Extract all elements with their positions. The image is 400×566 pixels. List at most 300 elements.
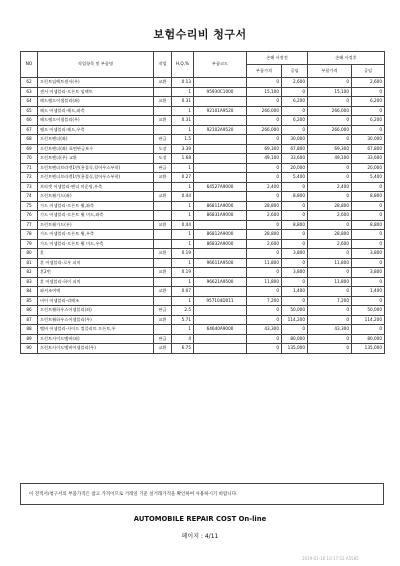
row-work: 교환 [154,287,172,297]
row-after-labor: 0 [352,277,385,287]
row-item: 브라켓 어셈블리-펜더 마운팅,우측 [38,182,154,192]
row-after-part-price: 49,100 [308,154,352,164]
row-work: 교환 [154,268,172,278]
table-row [21,220,385,230]
table-row [21,201,385,211]
row-no: 79 [21,239,38,249]
row-after-part-price: 7,200 [308,296,352,306]
row-no: 83 [21,277,38,287]
row-before-part-price: 2,600 [247,211,282,221]
row-before-labor: 8,800 [282,192,308,202]
row-before-labor: 0 [282,125,308,135]
repair-cost-table [20,51,385,354]
table-row [21,268,385,278]
row-work: 교환 [154,78,172,88]
row-qty: 0.27 [172,173,194,183]
row-code [194,154,247,164]
row-before-labor: 20,000 [282,163,308,173]
row-before-labor: 0 [282,239,308,249]
row-after-part-price: 0 [308,306,352,316]
row-before-part-price: 49,100 [247,154,282,164]
table-row [21,306,385,316]
row-before-part-price: 7,200 [247,296,282,306]
row-no: 70 [21,154,38,164]
row-no: 66 [21,116,38,126]
row-before-labor: 0 [282,211,308,221]
row-code: 64527A9000 [194,182,247,192]
row-no: 77 [21,220,38,230]
row-work: 판금 [154,163,172,173]
row-qty: 1 [172,258,194,268]
row-qty: 0.19 [172,249,194,259]
row-work: 판금 [154,334,172,344]
row-work: 교환 [154,173,172,183]
row-work [154,325,172,335]
row-after-part-price: 266,000 [308,106,352,116]
row-qty: 1 [172,277,194,287]
row-work [154,239,172,249]
row-code [194,268,247,278]
row-after-labor: 0 [352,125,385,135]
row-item: 센서 어셈블리-프론트 임팩트 [38,87,154,97]
row-work: 판금 [154,135,172,145]
row-after-part-price: 28,800 [308,201,352,211]
row-code: 86831A9000 [194,211,247,221]
row-before-labor: 0 [282,258,308,268]
row-item: 프런트사이드멤버어셈블리(우) [38,344,154,354]
row-work [154,125,172,135]
row-no: 72 [21,173,38,183]
row-before-part-price: 2,600 [247,239,282,249]
row-code [194,287,247,297]
row-before-part-price: 0 [247,249,282,259]
row-after-labor: 114,200 [352,315,385,325]
table-row [21,78,385,88]
row-no: 63 [21,87,38,97]
row-after-part-price: 0 [308,220,352,230]
table-row [21,315,385,325]
row-item: 프런트펜더(좌) 표면판금보수 [38,144,154,154]
row-work [154,182,172,192]
row-item: 프런트휠가드(우) [38,220,154,230]
row-qty: 0.07 [172,287,194,297]
row-item: 헤드램프어셈블리(우) [38,116,154,126]
row-before-part-price: 2,400 [247,182,282,192]
table-row [21,192,385,202]
row-item: 가드 어셈블리-프론트 휠,우측 [38,230,154,240]
row-before-part-price: 69,300 [247,144,282,154]
row-qty: 1 [172,201,194,211]
row-after-labor: 3,800 [352,249,385,259]
row-qty: 0.44 [172,220,194,230]
table-row [21,154,385,164]
row-item: 프런트휠하우스어셈블리(좌) [38,306,154,316]
row-after-labor: 135,000 [352,344,385,354]
row-work [154,230,172,240]
row-code: 95930C1000 [194,87,247,97]
row-item: 혼 어셈블리-로우 피치 [38,258,154,268]
header-no: NO [21,52,38,78]
row-item: 가드 어셈블리-프론트 휠,좌측 [38,201,154,211]
row-work: 판금 [154,306,172,316]
row-before-part-price: 0 [247,97,282,107]
row-after-part-price: 2,400 [308,182,352,192]
row-after-labor: 6,200 [352,97,385,107]
row-no: 67 [21,125,38,135]
row-qty: 1.5 [172,135,194,145]
row-item: 혼2번 [38,268,154,278]
row-qty: 2.5 [172,306,194,316]
row-after-labor: 8,800 [352,220,385,230]
row-code: 86812A9000 [194,230,247,240]
row-after-part-price: 0 [308,116,352,126]
row-after-labor: 67,800 [352,144,385,154]
row-before-part-price: 0 [247,116,282,126]
row-before-part-price: 0 [247,163,282,173]
table-row [21,296,385,306]
row-before-part-price: 0 [247,220,282,230]
row-qty: 1 [172,182,194,192]
row-before-labor: 2,600 [282,78,308,88]
row-code: 96611A9500 [194,258,247,268]
row-after-labor: 8,800 [352,192,385,202]
table-row [21,249,385,259]
row-after-part-price: 2,600 [308,239,352,249]
row-no: 74 [21,192,38,202]
row-before-part-price: 28,800 [247,201,282,211]
table-row [21,344,385,354]
row-after-labor: 6,200 [352,116,385,126]
row-qty: 0.44 [172,192,194,202]
row-item: 프런트사이드멤버(좌) [38,334,154,344]
row-before-part-price: 0 [247,135,282,145]
row-before-part-price: 0 [247,173,282,183]
row-item: 비어 어셈블리-리베조 [38,296,154,306]
row-before-labor: 114,200 [282,315,308,325]
row-after-labor: 0 [352,325,385,335]
row-before-labor: 0 [282,230,308,240]
row-no: 84 [21,287,38,297]
row-item: 램프 어셈블리-헤드,우측 [38,125,154,135]
row-no: 71 [21,163,38,173]
row-item: 헤드램프어셈블리(좌) [38,97,154,107]
footer-title: AUTOMOBILE REPAIR COST On-line [133,515,267,523]
row-work: 도장 [154,144,172,154]
row-code [194,249,247,259]
row-code [194,135,247,145]
row-item: 프런트펜더(우) 교환 [38,154,154,164]
row-code: 96621A9500 [194,277,247,287]
table-row [21,106,385,116]
row-after-part-price: 0 [308,97,352,107]
row-before-labor: 5,400 [282,173,308,183]
row-no: 86 [21,306,38,316]
row-item: 와셔조여액 [38,287,154,297]
row-after-labor: 0 [352,87,385,97]
row-before-labor: 8,800 [282,220,308,230]
row-no: 76 [21,211,38,221]
row-before-labor: 0 [282,182,308,192]
row-before-part-price: 28,800 [247,230,282,240]
row-code: 92101A9520 [194,106,247,116]
row-qty: 6.75 [172,344,194,354]
row-no: 78 [21,230,38,240]
row-after-part-price: 0 [308,287,352,297]
row-after-part-price: 0 [308,192,352,202]
table-row [21,97,385,107]
row-before-part-price: 0 [247,344,282,354]
header-before-part-price: 부품가격 [247,65,282,78]
row-before-part-price: 11,800 [247,258,282,268]
row-before-labor: 30,000 [282,135,308,145]
row-before-part-price: 0 [247,78,282,88]
row-work [154,201,172,211]
table-header [21,52,385,78]
row-after-labor: 1,400 [352,287,385,297]
table-body [21,78,385,354]
row-before-part-price: 0 [247,287,282,297]
row-no: 82 [21,268,38,278]
table-row [21,135,385,145]
row-work: 교환 [154,116,172,126]
row-before-labor: 6,200 [282,116,308,126]
row-no: 73 [21,182,38,192]
row-work: 교환 [154,220,172,230]
table-row [21,239,385,249]
row-after-part-price: 0 [308,334,352,344]
row-after-labor: 0 [352,239,385,249]
row-after-labor: 0 [352,258,385,268]
row-after-labor: 0 [352,230,385,240]
row-before-labor: 0 [282,325,308,335]
row-after-labor: 0 [352,182,385,192]
row-no: 85 [21,296,38,306]
row-qty: 3.39 [172,144,194,154]
row-after-part-price: 11,800 [308,258,352,268]
row-qty: 5.71 [172,315,194,325]
row-code [194,306,247,316]
row-item: 프런트임팩트센서(우) [38,78,154,88]
row-qty: 0.31 [172,97,194,107]
row-after-labor: 0 [352,201,385,211]
table-row [21,125,385,135]
row-code: 92102A9520 [194,125,247,135]
row-after-labor: 0 [352,296,385,306]
row-before-labor: 3,800 [282,249,308,259]
table-row [21,144,385,154]
header-work: 작업 [154,52,172,78]
table-row [21,325,385,335]
row-before-part-price: 266,000 [247,106,282,116]
row-item: 프런트휠가드(좌) [38,192,154,202]
table-row [21,163,385,173]
table-row [21,230,385,240]
row-qty: 1 [172,239,194,249]
row-item: 가드 어셈블리-프론트 휠 머드,우측 [38,239,154,249]
row-after-labor: 0 [352,211,385,221]
row-item: 헤드 어셈블리-헤드,좌측 [38,106,154,116]
table-row [21,277,385,287]
row-code [194,173,247,183]
row-before-part-price: 0 [247,315,282,325]
row-code [194,144,247,154]
row-work: 교환 [154,249,172,259]
row-qty: 1 [172,87,194,97]
table-row [21,182,385,192]
row-after-part-price: 69,300 [308,144,352,154]
table-row [21,334,385,344]
row-no: 89 [21,334,38,344]
row-no: 62 [21,78,38,88]
row-no: 81 [21,258,38,268]
row-work: 교환 [154,192,172,202]
row-after-part-price: 11,800 [308,277,352,287]
row-qty: 1 [172,106,194,116]
row-qty: 1.68 [172,154,194,164]
row-after-part-price: 0 [308,268,352,278]
row-qty: 0.19 [172,268,194,278]
row-code [194,192,247,202]
row-before-labor: 0 [282,106,308,116]
row-before-part-price: 0 [247,306,282,316]
row-no: 88 [21,325,38,335]
row-after-part-price: 266,000 [308,125,352,135]
row-work [154,277,172,287]
row-after-part-price: 43,300 [308,325,352,335]
row-no: 65 [21,106,38,116]
header-after-group: 손해 사정후 [308,52,385,65]
row-work [154,87,172,97]
row-after-labor: 3,800 [352,268,385,278]
row-after-labor: 50,000 [352,306,385,316]
row-qty: 1 [172,211,194,221]
price-notice: 이 견적서/청구서의 부품가격은 참고 가격이므로 거래일 기준 실거래가격을 확인하여 사용하시기 바랍니다. [20,483,384,505]
row-before-labor: 3,800 [282,268,308,278]
row-qty: 1 [172,125,194,135]
row-after-part-price: 15,100 [308,87,352,97]
row-before-labor: 67,800 [282,144,308,154]
row-item: 멤버 어셈블리-사이드 컴플리트 프론트,우 [38,325,154,335]
table-row [21,211,385,221]
row-after-part-price: 0 [308,135,352,145]
row-no: 80 [21,249,38,259]
row-after-part-price: 2,600 [308,211,352,221]
row-before-labor: 33,600 [282,154,308,164]
row-before-part-price: 15,100 [247,87,282,97]
row-code [194,334,247,344]
row-after-part-price: 0 [308,173,352,183]
row-after-labor: 33,600 [352,154,385,164]
row-before-labor: 0 [282,87,308,97]
header-after-labor: 공임 [352,65,385,78]
row-before-part-price: 43,300 [247,325,282,335]
row-before-part-price: 266,000 [247,125,282,135]
row-before-labor: 1,400 [282,287,308,297]
row-after-labor: 0 [352,106,385,116]
table-row [21,116,385,126]
row-before-labor: 80,000 [282,334,308,344]
row-item: 가드 어셈블리-프론트 휠 머드,좌측 [38,211,154,221]
row-before-labor: 135,000 [282,344,308,354]
row-qty: 1 [172,325,194,335]
row-before-part-price: 0 [247,192,282,202]
row-after-part-price: 0 [308,163,352,173]
row-item: 프런트휠하우스어셈블리(우) [38,315,154,325]
row-no: 87 [21,315,38,325]
header-before-labor: 공임 [282,65,308,78]
print-stamp: 2019-01-16 10:17:52 A5585 [302,556,359,561]
row-item: 프런트펜더(좌) [38,135,154,145]
row-no: 69 [21,144,38,154]
row-before-labor: 0 [282,296,308,306]
row-qty: 1 [172,163,194,173]
row-work [154,296,172,306]
header-item: 작업항목 및 부품명 [38,52,154,78]
row-after-labor: 80,000 [352,334,385,344]
row-no: 75 [21,201,38,211]
table-row [21,287,385,297]
row-after-part-price: 0 [308,78,352,88]
row-code [194,344,247,354]
row-code [194,78,247,88]
row-no: 90 [21,344,38,354]
row-work [154,211,172,221]
row-before-labor: 6,200 [282,97,308,107]
row-after-part-price: 0 [308,344,352,354]
row-before-labor: 0 [282,201,308,211]
row-after-labor: 20,000 [352,163,385,173]
row-before-part-price: 0 [247,268,282,278]
header-hqty: H,Q,% [172,52,194,78]
row-work [154,258,172,268]
row-no: 68 [21,135,38,145]
row-before-part-price: 0 [247,334,282,344]
row-qty: 1 [172,296,194,306]
row-work [154,106,172,116]
row-qty: 1 [172,230,194,240]
table-row [21,258,385,268]
row-qty: 0.13 [172,78,194,88]
row-code: 86832A9000 [194,239,247,249]
row-code: 64640A9000 [194,325,247,335]
row-item: 혼 어셈블리-하이 피치 [38,277,154,287]
row-item: 혼 [38,249,154,259]
page-number: 페이지 : 4/11 [181,533,219,540]
row-work: 교환 [154,344,172,354]
row-after-part-price: 0 [308,315,352,325]
row-after-labor: 2,600 [352,78,385,88]
row-code [194,116,247,126]
row-code [194,97,247,107]
row-before-labor: 50,000 [282,306,308,316]
row-before-part-price: 11,800 [247,277,282,287]
row-after-part-price: 28,800 [308,230,352,240]
row-before-labor: 0 [282,277,308,287]
row-qty: 0.31 [172,116,194,126]
row-code: 86811A9000 [194,201,247,211]
row-after-labor: 5,400 [352,173,385,183]
row-item: 프런트펜더브라켓1번(용접식,할아우스부착) [38,173,154,183]
row-work: 교환 [154,315,172,325]
row-after-labor: 30,000 [352,135,385,145]
table-row [21,173,385,183]
header-code: 부품코드 [194,52,247,78]
table-row [21,87,385,97]
document-title: 보험수리비 청구서 [153,28,247,41]
row-work: 교환 [154,97,172,107]
row-item: 프런트펜더브라켓1번(용접식,할아우스부착) [38,163,154,173]
row-work: 도장 [154,154,172,164]
